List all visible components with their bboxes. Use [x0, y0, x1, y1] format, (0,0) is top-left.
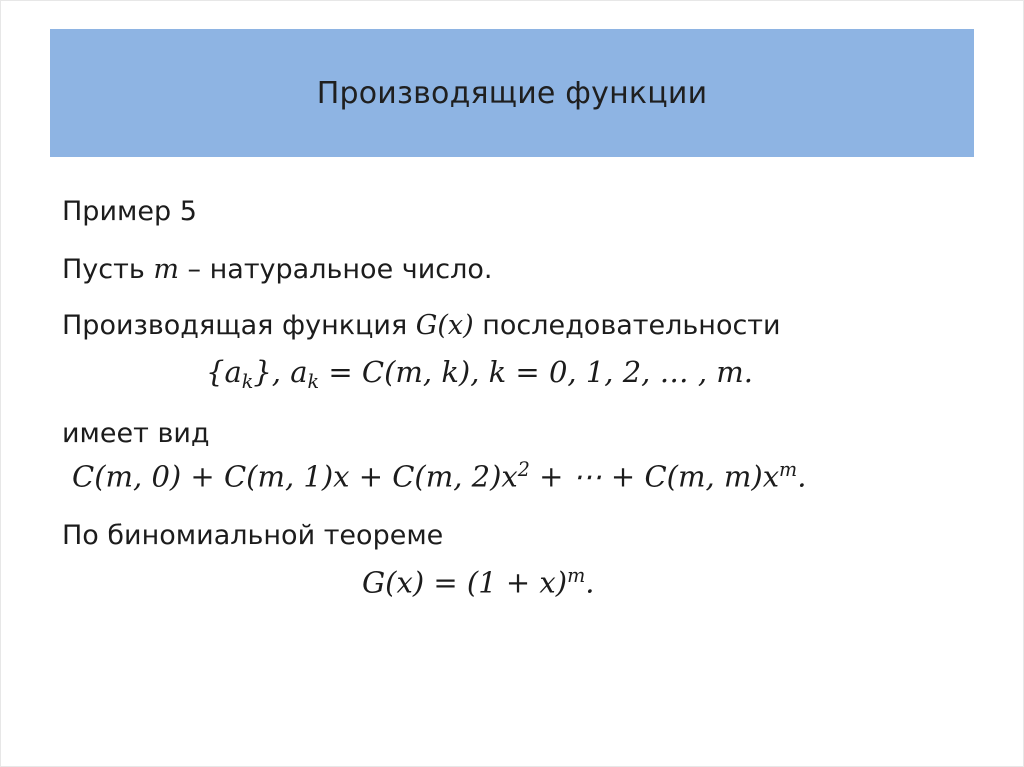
- binomial-end: .: [585, 565, 595, 600]
- brace-close: },: [253, 355, 291, 389]
- binomial-formula: [362, 566, 594, 598]
- brace-open: {: [206, 355, 225, 389]
- definition-pre: Производящая функция: [62, 310, 416, 341]
- seq-a2: a: [290, 355, 308, 389]
- condition-pre: Пусть: [62, 254, 154, 285]
- function-g: G(x): [415, 310, 474, 341]
- seq-a: a: [224, 355, 242, 389]
- series-body: C(m, 0) + C(m, 1)x + C(m, 2)x: [72, 459, 518, 494]
- form-line: имеет вид: [62, 418, 210, 449]
- series-formula: [72, 460, 806, 492]
- title-bar: [50, 29, 974, 157]
- definition-line: [62, 312, 781, 339]
- slide-title: Производящие функции: [316, 75, 708, 111]
- seq-eq: =: [319, 355, 362, 389]
- series-mid: + ⋯ + C(m, m)x: [529, 459, 780, 494]
- seq-rhs: C(m, k), k = 0, 1, 2, … , m.: [361, 355, 753, 389]
- variable-m: m: [153, 254, 179, 285]
- condition-post: – натуральное число.: [178, 254, 493, 285]
- series-exp2: m: [779, 458, 798, 481]
- example-heading: Пример 5: [62, 196, 197, 227]
- definition-post: последовательности: [473, 310, 781, 341]
- binomial-body: G(x) = (1 + x): [362, 565, 568, 600]
- theorem-line: По биномиальной теореме: [62, 520, 444, 551]
- seq-k2: k: [307, 370, 320, 394]
- binomial-exp: m: [567, 564, 586, 587]
- series-exp1: 2: [517, 458, 530, 481]
- condition-line: [62, 256, 492, 283]
- sequence-formula: [206, 355, 753, 394]
- series-end: .: [797, 459, 807, 494]
- seq-k: k: [241, 370, 254, 394]
